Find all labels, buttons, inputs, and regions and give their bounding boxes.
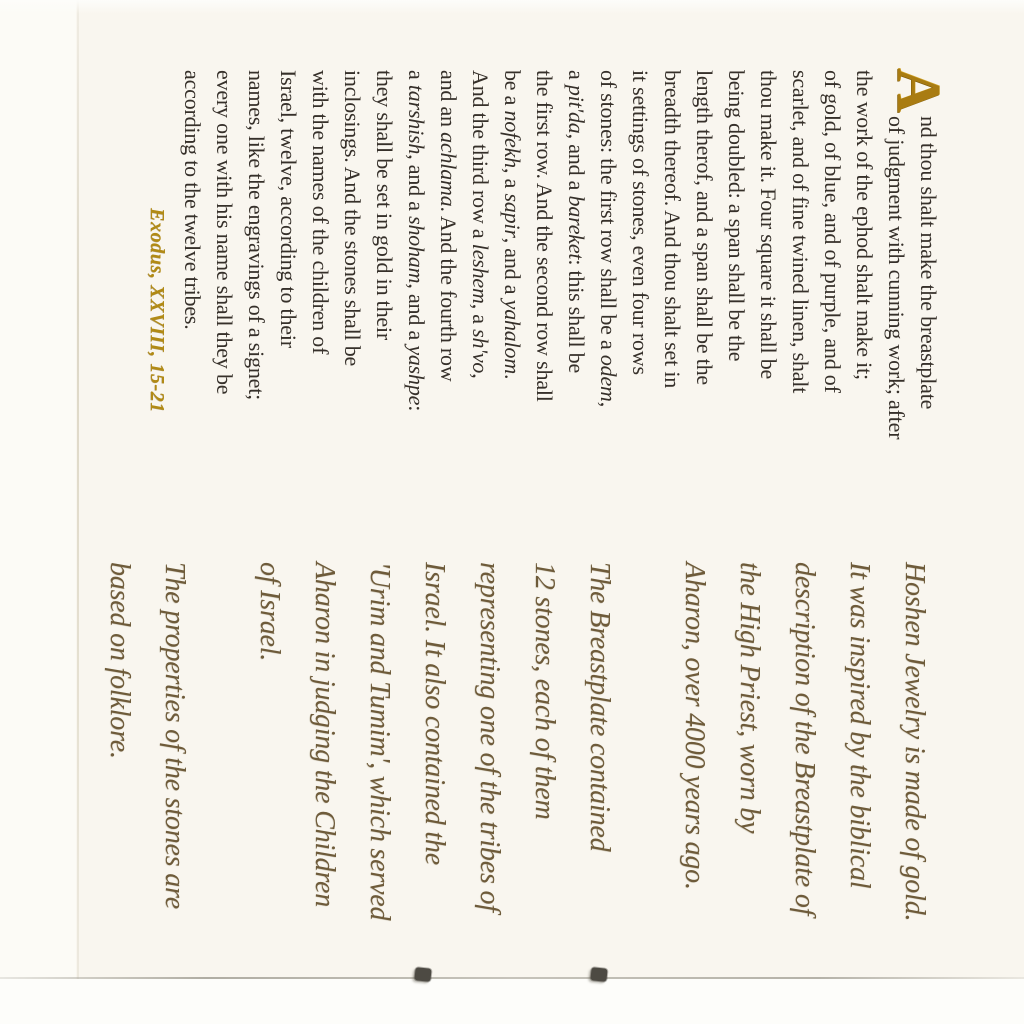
passage-line: of gold, of blue, and of purple, and of [820,70,845,393]
illuminated-drop-cap: A [884,68,952,113]
passage-line: according to the twelve tribes. [180,70,205,330]
description-line: based on folklore. [104,562,135,759]
passage-line: scarlet, and of fine twined linen, shalt [788,70,813,394]
card-fold-crease [77,0,79,1024]
passage-line: breadth thereof. And thou shalt set in [660,70,685,389]
description-line: description of the Breastplate of [789,562,820,916]
passage-line: with the names of the children of [308,70,333,355]
card-left-edge [0,0,1024,14]
passage-line: nd thou shalt make the breastplate [916,116,941,410]
description-line: Hoshen Jewelry is made of gold. [899,562,930,922]
passage-line: thou make it. Four square it shall be [756,70,781,380]
description-line: Aharon in judging the Children [309,562,340,908]
passage-attribution: Exodus, XXVIII, 15-21 [146,208,168,413]
description-line: representing one of the tribes of [474,562,505,912]
passage-line: And the third row a leshem, a sh'vo, [468,70,493,379]
description-line: Israel. It also contained the [419,562,450,865]
description-line: It was inspired by the biblical [844,562,875,889]
passage-line: names, like the engravings of a signet; [244,70,269,401]
passage-line: of judgment with cunning work; after [884,116,909,440]
passage-line: every one with his name shall they be [212,70,237,395]
jewelry-description-column [92,562,942,1002]
passage-lines [176,70,944,470]
description-paragraph [667,562,942,1002]
passage-line: Israel, twelve, according to their [276,70,301,348]
description-line: 'Urim and Tumim', which served [364,562,395,921]
description-line: The Breastplate contained [584,562,615,852]
description-paragraph [242,562,627,1002]
passage-line: the first row. And the second row shall [532,70,557,402]
passage-line: it settings of stones, even four rows [628,70,653,375]
passage-line: a tarshish, and a shoham, and a yashpe: [404,70,429,412]
passage-line: inclosings. And the stones shall be [340,70,365,367]
passage-line: they shall be set in gold in their [372,70,397,340]
passage-line: of stones: the first row shall be a odem, [596,70,621,408]
passage-line: the work of the ephod shalt make it; [852,70,877,380]
passage-line: be a nofekh, a sapir, and a yahalom. [500,70,525,380]
passage-line: length therof, and a span shall be the [692,70,717,385]
passage-line: a pit'da, and a bareket: this shall be [564,70,589,374]
passage-line: being doubled: a span shall be the [724,70,749,362]
passage-line: and an achlama. And the fourth row [436,70,461,382]
description-line: the High Priest, worn by [734,562,765,834]
description-paragraph [92,562,202,1002]
description-line: 12 stones, each of them [529,562,560,820]
description-line: Aharon, over 4000 years ago. [679,562,710,890]
description-line: of Israel. [254,562,285,662]
bible-passage-column [146,68,952,470]
description-line: The properties of the stones are [159,562,190,909]
card-bottom-margin [0,0,76,1024]
